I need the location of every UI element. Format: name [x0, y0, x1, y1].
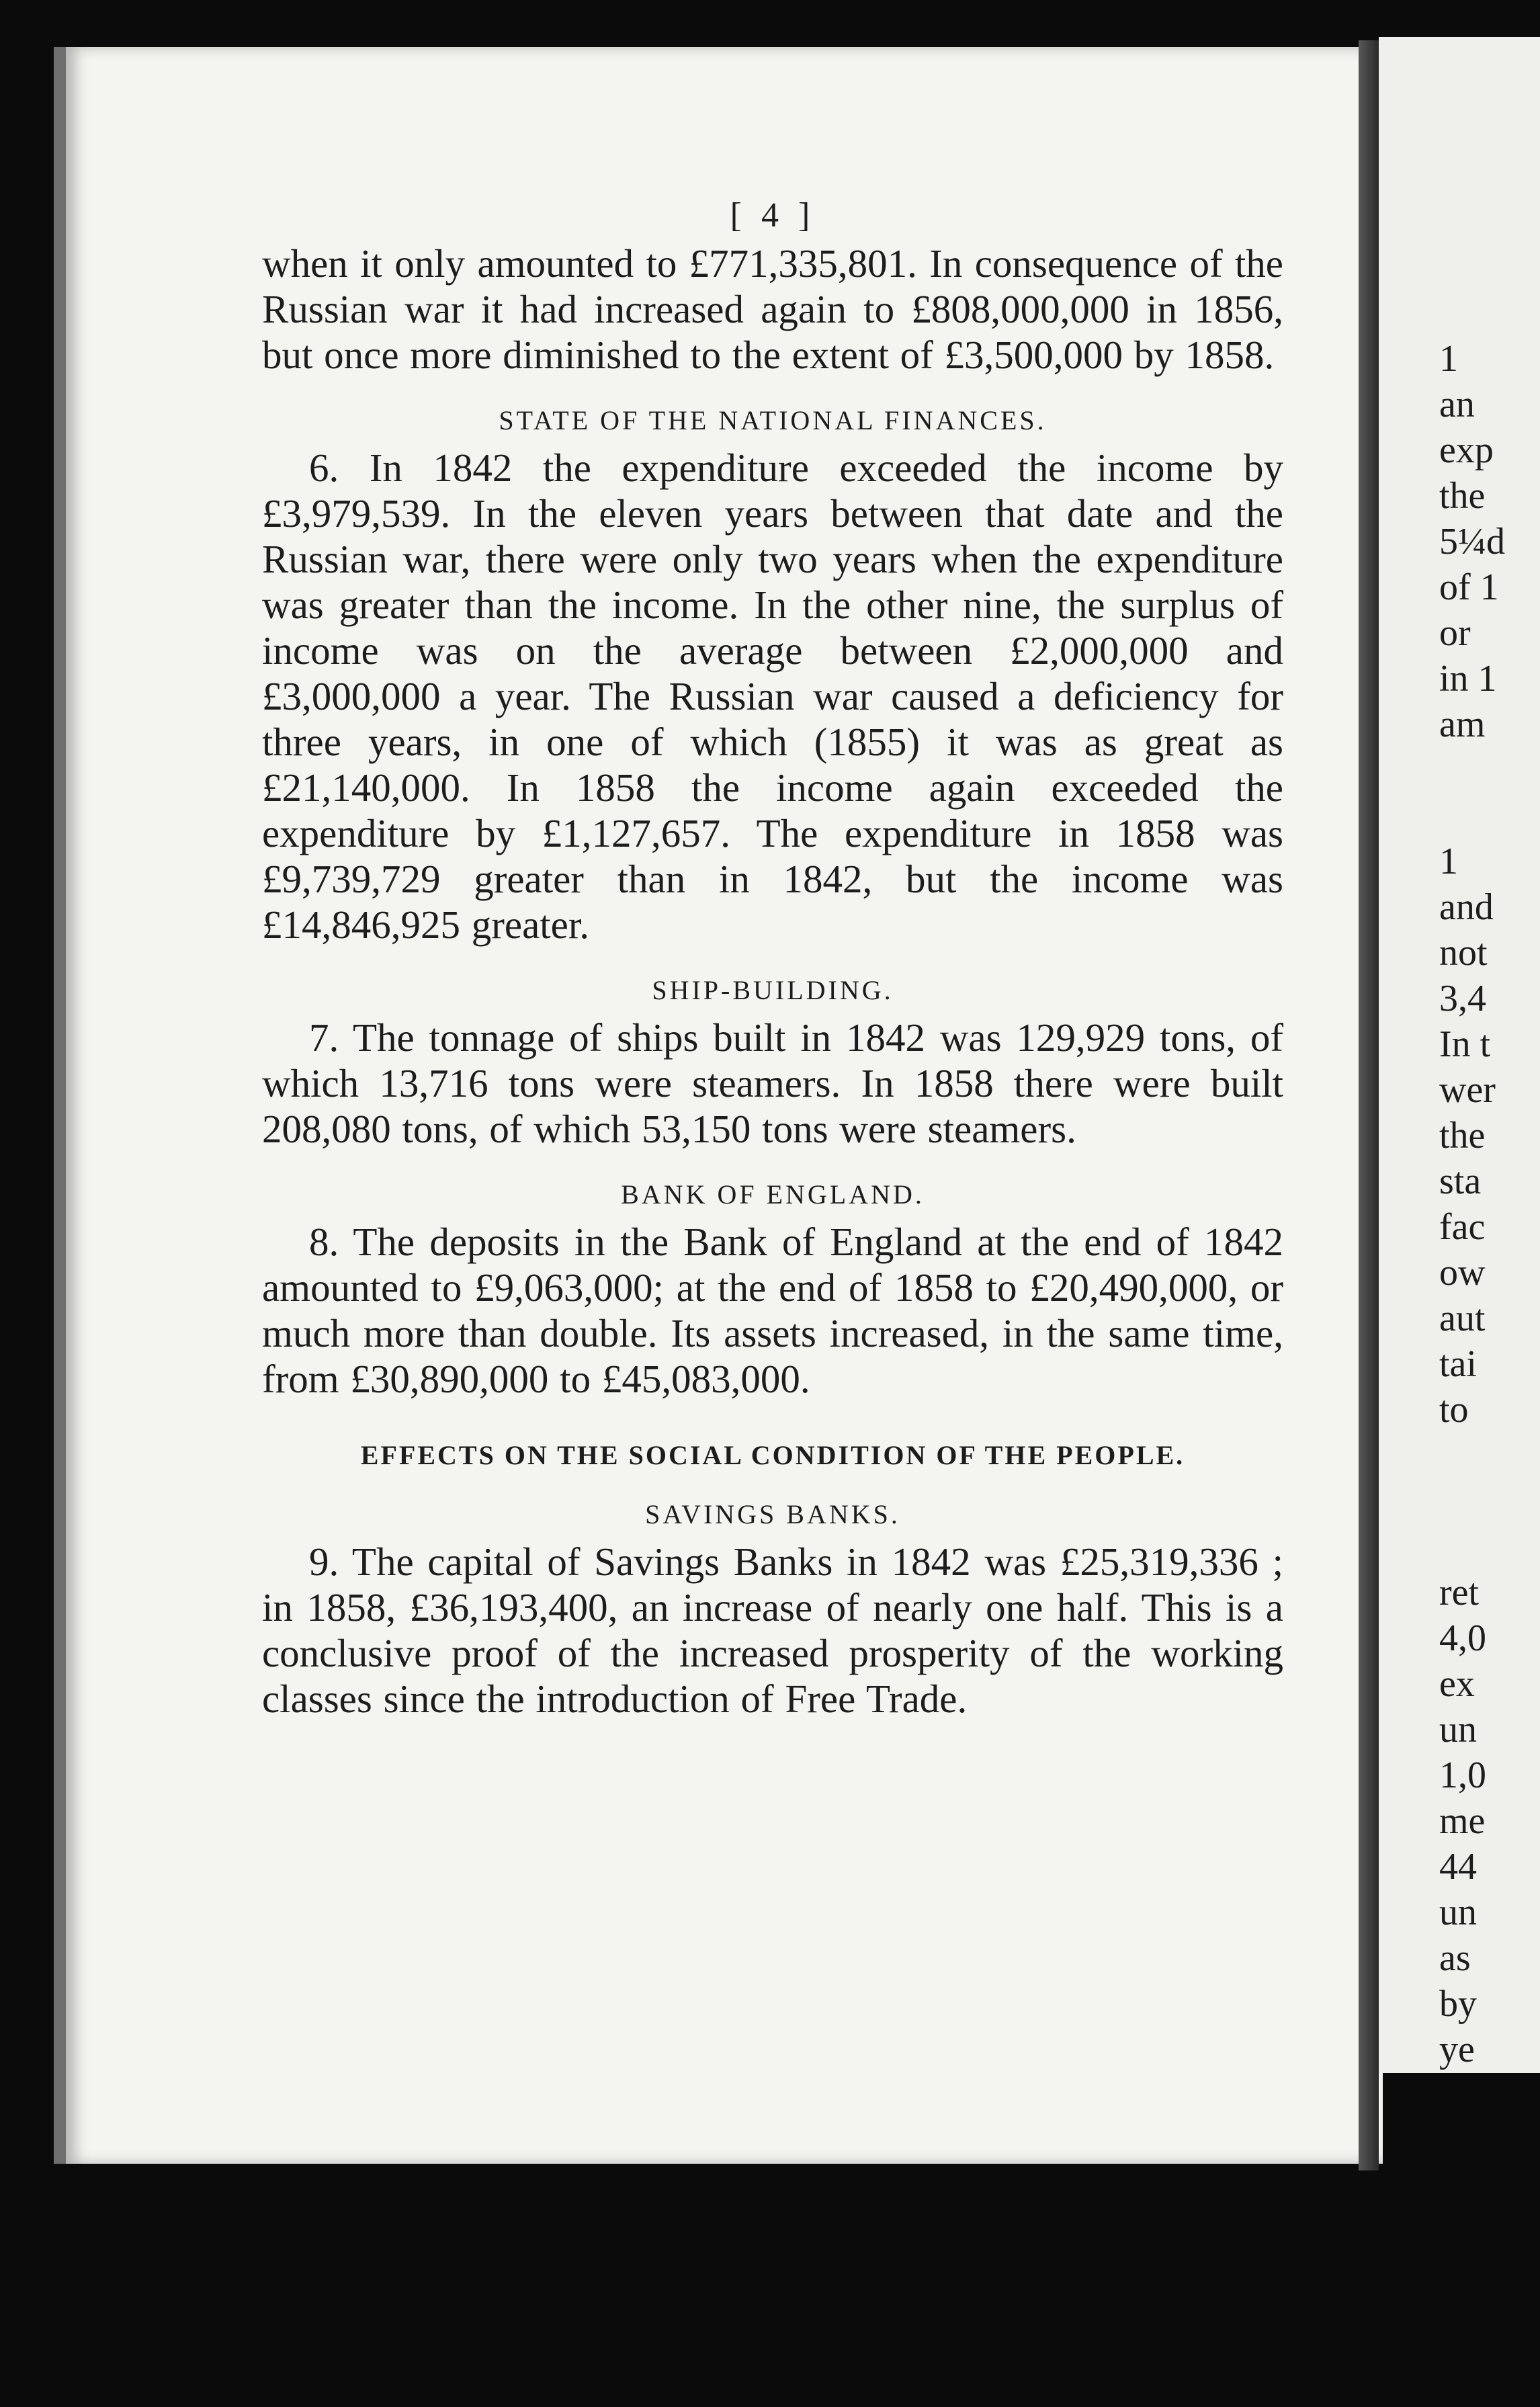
- facing-line: to: [1439, 1389, 1469, 1431]
- facing-line: un: [1439, 1892, 1477, 1933]
- facing-line: In t: [1439, 1023, 1491, 1065]
- facing-line: the: [1439, 1115, 1486, 1156]
- facing-line: in 1: [1439, 658, 1497, 700]
- page-number: [ 4 ]: [730, 196, 816, 235]
- page-gutter: [1359, 40, 1379, 2170]
- facing-line: ow: [1439, 1252, 1486, 1294]
- heading-national-finances: STATE OF THE NATIONAL FINANCES.: [499, 405, 1047, 436]
- facing-line: [1439, 1433, 1540, 1478]
- facing-line: 5¼d: [1439, 521, 1505, 562]
- facing-line: 44: [1439, 1846, 1477, 1888]
- paragraph-8: 8. The deposits in the Bank of England at the end of 1842 amounted to £9,063,000; at the end of 1858 to £20,490,000, or much more than double. Its assets increased, in the same time, from £30,890,000 to £45,083,000.: [262, 1220, 1283, 1402]
- facing-line: un: [1439, 1709, 1477, 1750]
- facing-line: ret: [1439, 1572, 1480, 1613]
- facing-line: not: [1439, 932, 1488, 974]
- heading-savings-banks: SAVINGS BANKS.: [645, 1499, 900, 1530]
- facing-line: me: [1439, 1800, 1486, 1842]
- paragraph-6: 6. In 1842 the expenditure exceeded the income by £3,979,539. In the eleven years between that date and the Russian war, there were only two years when the expenditure was greater than the income. In the other nine, the surplus of income was on the average between £2,000,000 and £3,000,000 a year. The Russian war caused a deficiency for three years, in one of which (1855) it was as great as £21,140,000. In 1858 the income again exceeded the expenditure by £1,127,657. The expenditure in 1858 was £9,739,729 greater than in 1842, but the income was £14,846,925 greater.: [262, 446, 1283, 947]
- facing-line: and: [1439, 886, 1494, 928]
- facing-line: aut: [1439, 1298, 1486, 1339]
- facing-line: wer: [1439, 1069, 1496, 1111]
- facing-line: am: [1439, 704, 1486, 745]
- heading-ship-building: SHIP-BUILDING.: [652, 975, 894, 1006]
- facing-line: [1439, 793, 1540, 839]
- facing-line: 1,0: [1439, 1755, 1486, 1796]
- facing-line: exp: [1439, 429, 1494, 471]
- facing-line: by: [1439, 1983, 1477, 2025]
- facing-line: an: [1439, 384, 1475, 425]
- facing-page-text: [1439, 336, 1540, 2072]
- facing-line: fac: [1439, 1206, 1486, 1248]
- facing-line: [1439, 747, 1540, 793]
- facing-line: ex: [1439, 1663, 1475, 1705]
- heading-social-condition: EFFECTS ON THE SOCIAL CONDITION OF THE PEOPLE.: [360, 1440, 1185, 1471]
- heading-bank-of-england: BANK OF ENGLAND.: [621, 1179, 925, 1210]
- paragraph-7: 7. The tonnage of ships built in 1842 was 129,929 tons, of which 13,716 tons were steamers. In 1858 there were built 208,080 tons, of which 53,150 tons were steamers.: [262, 1015, 1283, 1152]
- facing-line: ye: [1439, 2029, 1475, 2070]
- facing-line: of 1: [1439, 566, 1499, 608]
- facing-line: or: [1439, 612, 1471, 654]
- facing-line: [1439, 1478, 1540, 1524]
- scan-background: [0, 2170, 1540, 2407]
- facing-line: 4,0: [1439, 1617, 1486, 1659]
- facing-line: 3,4: [1439, 978, 1486, 1019]
- facing-line: 1: [1439, 338, 1458, 380]
- paragraph-9: 9. The capital of Savings Banks in 1842 was £25,319,336 ; in 1858, £36,193,400, an increase of nearly one half. This is a conclusive proof of the increased prosperity of the working classes since the introduction of Free Trade.: [262, 1539, 1283, 1722]
- facing-line: the: [1439, 475, 1486, 517]
- facing-line: sta: [1439, 1160, 1482, 1202]
- facing-line: tai: [1439, 1343, 1477, 1385]
- facing-line: as: [1439, 1937, 1471, 1979]
- facing-line: [1439, 1524, 1540, 1570]
- paragraph-continued: when it only amounted to £771,335,801. In consequence of the Russian war it had increased again to £808,000,000 in 1856, but once more diminished to the extent of £3,500,000 by 1858.: [262, 241, 1283, 378]
- text-column: [262, 195, 1283, 1722]
- facing-line: 1: [1439, 841, 1458, 882]
